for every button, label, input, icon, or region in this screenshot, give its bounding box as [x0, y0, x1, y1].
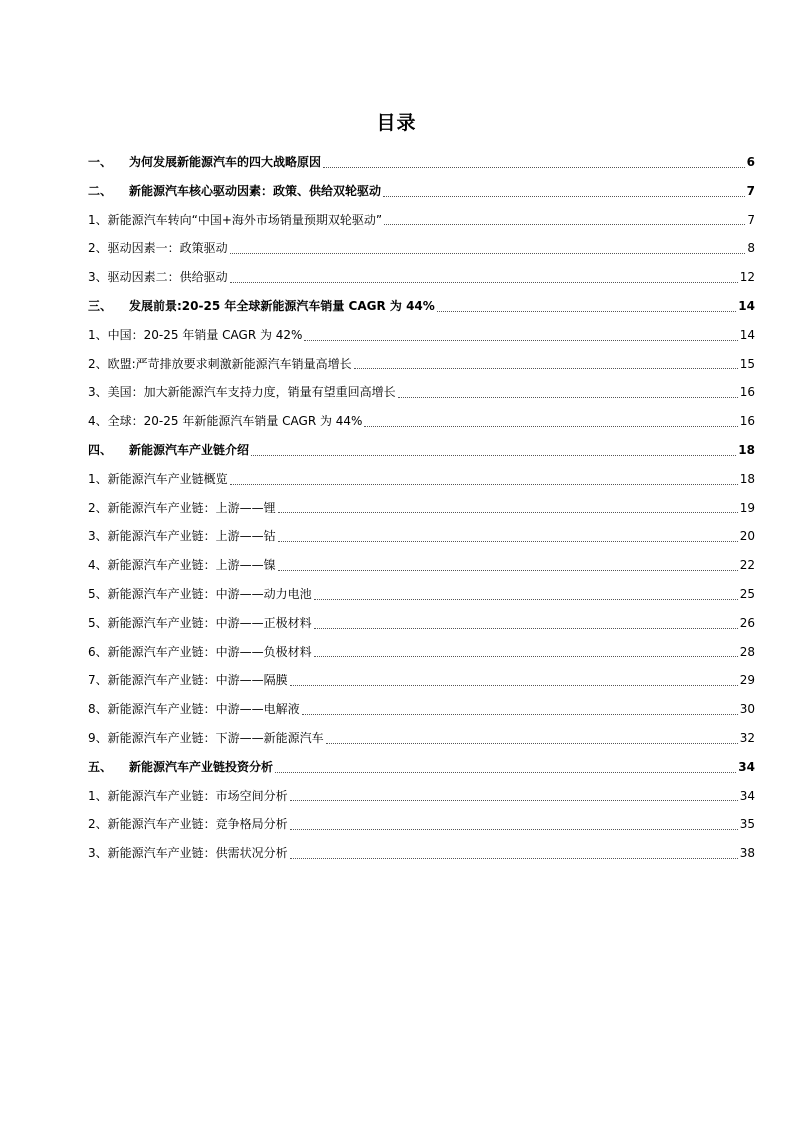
toc-page-number: 38 — [739, 846, 755, 861]
toc-entry-title: 新能源汽车产业链：上游——钴 — [107, 529, 276, 544]
toc-entry-number: 3、 — [88, 529, 108, 544]
toc-entry-title: 新能源汽车产业链：下游——新能源汽车 — [107, 730, 324, 745]
toc-page-number: 22 — [739, 558, 755, 573]
toc-subsection-entry[interactable] — [88, 494, 755, 523]
toc-section-entry[interactable] — [88, 753, 755, 782]
toc-entry-number: 四、 — [88, 442, 113, 457]
toc-entry-number: 1、 — [88, 212, 108, 227]
dot-leader — [290, 857, 738, 859]
toc-entry-title: 新能源汽车产业链投资分析 — [129, 759, 274, 774]
toc-page-number: 7 — [746, 183, 755, 198]
dot-leader — [275, 771, 736, 773]
toc-page-number: 25 — [739, 586, 755, 601]
toc-subsection-entry[interactable] — [88, 609, 755, 638]
toc-subsection-entry[interactable] — [88, 839, 755, 868]
toc-entry-number: 三、 — [88, 298, 113, 313]
toc-entry-number: 一、 — [88, 155, 113, 169]
dot-leader — [314, 655, 738, 657]
toc-entry-number: 3、 — [88, 846, 108, 861]
toc-section-entry[interactable] — [88, 436, 755, 465]
toc-entry-number: 3、 — [88, 385, 108, 400]
toc-page-number: 20 — [739, 529, 755, 544]
dot-leader — [230, 281, 738, 283]
toc-entry-number: 1、 — [88, 471, 108, 486]
toc-entry-number: 2、 — [88, 241, 108, 256]
toc-entry-title: 新能源汽车产业链：上游——锂 — [107, 500, 276, 515]
toc-entry-title: 新能源汽车产业链：上游——镍 — [107, 558, 276, 573]
dot-leader — [383, 195, 745, 197]
toc-entry-title: 新能源汽车产业链：供需状况分析 — [107, 846, 288, 861]
toc-entry-number: 6、 — [88, 644, 108, 659]
toc-page-number: 6 — [746, 155, 755, 169]
toc-entry-title: 新能源汽车产业链介绍 — [129, 442, 250, 457]
toc-entry-number: 8、 — [88, 702, 108, 717]
toc-subsection-entry[interactable] — [88, 263, 755, 292]
dot-leader — [278, 540, 738, 542]
toc-page-number: 8 — [747, 241, 755, 256]
toc-subsection-entry[interactable] — [88, 321, 755, 350]
toc-subsection-entry[interactable] — [88, 666, 755, 695]
toc-entry-title: 新能源汽车产业链：市场空间分析 — [107, 788, 288, 803]
toc-subsection-entry[interactable] — [88, 810, 755, 839]
toc-entry-title: 新能源汽车产业链：竞争格局分析 — [107, 817, 288, 832]
toc-page-number: 34 — [739, 788, 755, 803]
toc-page-number: 7 — [747, 212, 755, 227]
toc-entry-title: 全球：20-25 年新能源汽车销量 CAGR 为 44% — [107, 414, 363, 429]
toc-page-number: 34 — [738, 759, 755, 774]
dot-leader — [323, 166, 745, 168]
toc-entry-title: 新能源汽车产业链：中游——动力电池 — [107, 586, 312, 601]
dot-leader — [384, 223, 745, 225]
toc-entry-number: 5、 — [88, 586, 108, 601]
toc-entry-number: 2、 — [88, 500, 108, 515]
dot-leader — [290, 799, 738, 801]
toc-entry-title: 新能源汽车产业链：中游——正极材料 — [107, 615, 312, 630]
toc-entry-title: 新能源汽车产业链：中游——电解液 — [107, 702, 300, 717]
dot-leader — [278, 569, 738, 571]
dot-leader — [230, 252, 746, 254]
toc-entry-number: 4、 — [88, 414, 108, 429]
toc-page-number: 35 — [739, 817, 755, 832]
dot-leader — [304, 339, 737, 341]
toc-entry-number: 1、 — [88, 327, 108, 342]
toc-entry-number: 7、 — [88, 673, 108, 688]
table-of-contents — [88, 148, 755, 868]
dot-leader — [437, 310, 737, 312]
toc-entry-number: 5、 — [88, 615, 108, 630]
toc-subsection-entry[interactable] — [88, 551, 755, 580]
toc-page-number: 26 — [739, 615, 755, 630]
toc-entry-title: 驱动因素二：供给驱动 — [107, 270, 228, 285]
toc-entry-title: 发展前景:20-25 年全球新能源汽车销量 CAGR 为 44% — [129, 298, 435, 313]
dot-leader — [302, 713, 738, 715]
toc-subsection-entry[interactable] — [88, 782, 755, 811]
toc-section-entry[interactable] — [88, 177, 755, 206]
dot-leader — [314, 627, 738, 629]
toc-page-number: 14 — [739, 327, 755, 342]
toc-page-number: 28 — [739, 644, 755, 659]
toc-entry-number: 4、 — [88, 558, 108, 573]
dot-leader — [290, 828, 738, 830]
toc-page-number: 14 — [738, 298, 755, 313]
toc-page-number: 30 — [739, 702, 755, 717]
dot-leader — [230, 483, 738, 485]
toc-subsection-entry[interactable] — [88, 522, 755, 551]
toc-page-number: 16 — [739, 414, 755, 429]
toc-entry-number: 二、 — [88, 183, 113, 198]
toc-page-number: 15 — [739, 356, 755, 371]
toc-subsection-entry[interactable] — [88, 580, 755, 609]
toc-section-entry[interactable] — [88, 292, 755, 321]
dot-leader — [290, 684, 738, 686]
toc-entry-number: 1、 — [88, 788, 108, 803]
toc-subsection-entry[interactable] — [88, 724, 755, 753]
toc-page-number: 29 — [739, 673, 755, 688]
toc-subsection-entry[interactable] — [88, 378, 755, 407]
dot-leader — [314, 598, 738, 600]
toc-entry-title: 新能源汽车产业链概览 — [107, 471, 228, 486]
toc-page-number: 12 — [739, 270, 755, 285]
dot-leader — [364, 425, 737, 427]
page-title: 目录 — [376, 112, 417, 134]
dot-leader — [251, 454, 736, 456]
dot-leader — [354, 367, 738, 369]
toc-entry-title: 欧盟:严苛排放要求刺激新能源汽车销量高增长 — [107, 356, 352, 371]
toc-page-number: 32 — [739, 730, 755, 745]
toc-entry-title: 新能源汽车产业链：中游——隔膜 — [107, 673, 288, 688]
toc-subsection-entry[interactable] — [88, 465, 755, 494]
toc-subsection-entry[interactable] — [88, 234, 755, 263]
dot-leader — [326, 742, 738, 744]
toc-entry-title: 中国：20-25 年销量 CAGR 为 42% — [107, 327, 303, 342]
toc-page-number: 18 — [738, 442, 755, 457]
toc-entry-title: 新能源汽车转向“中国+海外市场销量预期双轮驱动” — [107, 212, 383, 227]
toc-entry-title: 新能源汽车核心驱动因素：政策、供给双轮驱动 — [129, 183, 382, 198]
toc-subsection-entry[interactable] — [88, 695, 755, 724]
dot-leader — [278, 511, 738, 513]
toc-section-entry[interactable] — [88, 148, 755, 177]
toc-entry-number: 9、 — [88, 730, 108, 745]
toc-page-number: 16 — [739, 385, 755, 400]
toc-entry-title: 驱动因素一：政策驱动 — [107, 241, 228, 256]
toc-subsection-entry[interactable] — [88, 206, 755, 235]
toc-entry-title: 新能源汽车产业链：中游——负极材料 — [107, 644, 312, 659]
toc-entry-number: 3、 — [88, 270, 108, 285]
toc-subsection-entry[interactable] — [88, 638, 755, 667]
dot-leader — [398, 396, 738, 398]
toc-entry-number: 五、 — [88, 759, 113, 774]
toc-page-number: 19 — [739, 500, 755, 515]
toc-subsection-entry[interactable] — [88, 350, 755, 379]
toc-page-number: 18 — [739, 471, 755, 486]
toc-subsection-entry[interactable] — [88, 407, 755, 436]
toc-entry-number: 2、 — [88, 817, 108, 832]
toc-entry-title: 美国：加大新能源汽车支持力度，销量有望重回高增长 — [107, 385, 396, 400]
toc-entry-title: 为何发展新能源汽车的四大战略原因 — [129, 155, 322, 169]
toc-entry-number: 2、 — [88, 356, 108, 371]
